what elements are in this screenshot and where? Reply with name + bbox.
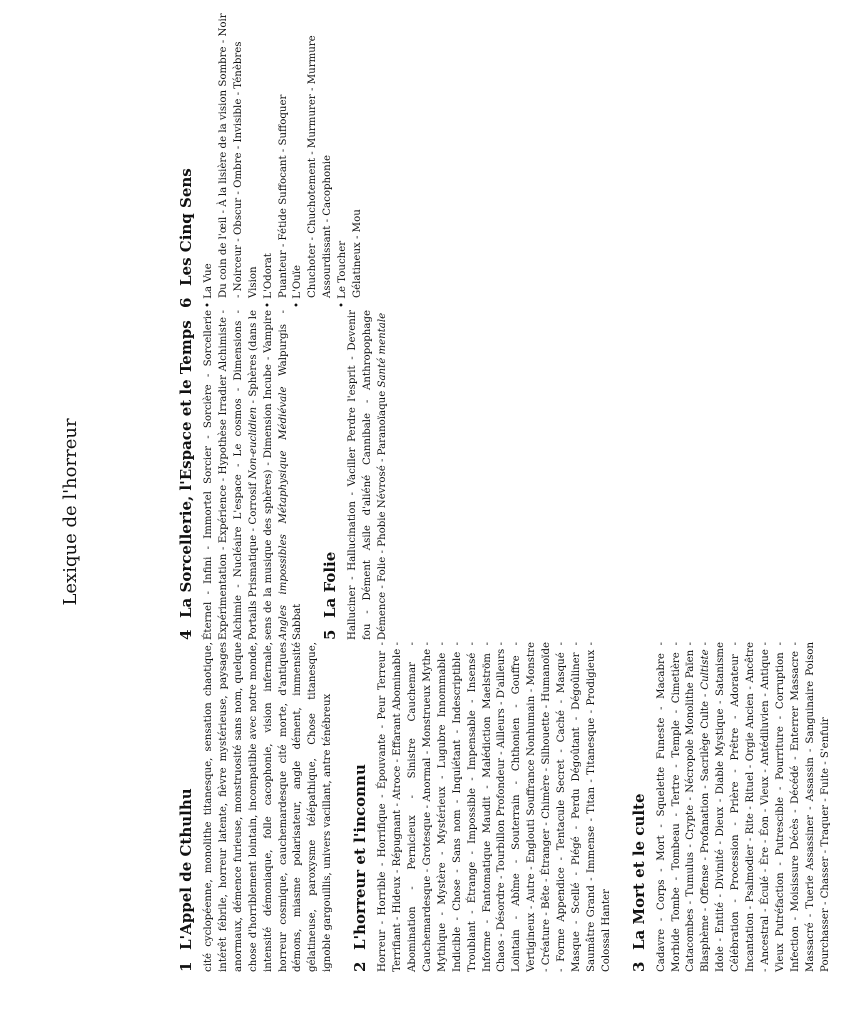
text-run: Éternel - Infini - Immortel Sorcier - Sorcière - Sorcellerie Expérimentation - Expérience - Hypothèse Irradier Alchimiste - Alchimie - Nucléaire L'espace - Le cosmos - Dimensions - Portails Prismatique - Corrosif	[203, 310, 259, 640]
section-4-heading	[176, 310, 196, 640]
section-number: 6	[177, 297, 195, 308]
section-6-heading	[176, 8, 196, 308]
list-item	[291, 8, 336, 308]
section-number: 5	[321, 629, 340, 640]
document-title: Lexique de l'horreur	[60, 418, 81, 606]
section-3-heading	[629, 642, 649, 972]
column-2	[168, 310, 405, 640]
column-1	[168, 642, 848, 972]
section-title: La Sorcellerie, l'Espace et le Temps	[177, 320, 195, 618]
text-run-italic: Santé mentale	[377, 312, 389, 388]
text-run: - Sphères (dans le sens de la musique des sphères) - Dimension Incube - Vampire	[247, 310, 274, 640]
sense-name: • La Vue	[202, 8, 217, 308]
text-run: Walpurgis - Sabbat	[277, 310, 304, 640]
section-number: 4	[177, 629, 195, 640]
text-run-italic: Non-euclidien	[247, 406, 259, 480]
list-item	[336, 8, 366, 308]
sense-words: Chuchoter - Chuchotement - Murmurer - Murmure Assourdissant - Cacophonie	[307, 35, 334, 298]
section-number: 3	[629, 961, 648, 972]
text-run: - Idole - Entité - Divinité - Dieux - Diable Mystique - Satanisme Célébration - Procession - Prière - Prêtre - Adorateur - Incantation - Psalmodier - Rite - Rituel - Orgie Ancien - Ancêtre - Ancestral - Éculé - Ère - Éon - Vieux - Antédiluvien - Antique - Vieux Putréfaction - Putrescible - Pourriture - Corruption - Infection - Moisissure Décès - Décédé - Enterrer Massacre - Massacré - Tuerie Assassiner - Assassin - Sanguinaire Poison Pourchasser - Chasser - Traquer - Fuite - S'enfuir	[700, 642, 831, 972]
list-item	[262, 8, 292, 308]
list-item	[202, 8, 262, 308]
section-title: L'Appel de Cthulhu	[177, 788, 195, 950]
section-3-text	[655, 642, 834, 972]
text-run: Cadavre - Corps - Mort - Squelette Funeste - Macabre - Morbide Tombe - Tombeau - Tertre - Temple - Cimetière - Catacombes - Tumulus - Crypte - Nécropole Monolithe Païen - Blasphème - Offense - Profanation - Sacrilège Culte -	[655, 642, 712, 972]
section-number: 1	[177, 961, 195, 972]
text-run-italic: Cultiste	[700, 649, 712, 690]
section-title: La Folie	[321, 551, 340, 618]
section-title: Les Cinq Sens	[177, 168, 195, 286]
section-1-text: cité cyclopéenne, monolithe titanesque, sensation chaotique, intérêt fébrile, horreur latente, fièvre mystérieuse, paysages anormaux, démence furieuse, monstruosité sans nom, quelque chose d'horriblement lointain, incompatible avec notre monde, intensité démoniaque, folle cacophonie, vision infernale, horreur cosmique, cauchemardesque cité morte, d'antiques démons, miasme polarisateur, angle dément, immensité gélatineuse, paroxysme télépathique, Chose titanesque, ignoble gargouillis, univers vacillant, antre ténébreux	[203, 642, 334, 972]
column-3	[168, 8, 366, 308]
sense-words: Gélatineux - Mou	[352, 209, 364, 298]
section-2-heading	[350, 642, 370, 972]
text-run: Halluciner - Hallucination - Vaciller Perdre l'esprit - Devenir fou - Dément Asile d'aliéné Cannibale - Anthropophage Démence - Folie - Phobie Névrosé - Paranoïaque	[347, 310, 389, 640]
text-run-italic: Angles impossibles Métaphysique Médiévale	[277, 386, 289, 640]
sense-name: • L'Ouïe	[291, 8, 306, 308]
section-title: L'horreur et l'inconnu	[351, 764, 370, 950]
section-title: La Mort et le culte	[629, 793, 648, 950]
sense-words: Puanteur - Fétide Suffocant - Suffoquer	[277, 94, 289, 298]
section-1-heading	[176, 642, 196, 972]
section-5-heading	[320, 310, 340, 640]
section-5-text	[346, 310, 391, 640]
section-4-text	[202, 310, 306, 640]
section-2-text: Horreur - Horrible - Horrifique - Épouvante - Peur Terreur - Terrifiant - Hideux - Répugnant - Atroce - Effarant Abominable - Abomination - Pernicieux - Sinistre Cauchemar - Cauchemardesque - Grotesque - Anormal - Monstrueux Mythe - Mythique - Mystère - Mystérieux - Lugubre Innommable - Indicible - Chose - Sans nom - Inquiétant - Indescriptible - Troublant - Étrange - Impossible - Impensable - Insensé - Informe - Fantomatique Maudit - Malédiction Maelström - Chaos - Désordre - Tourbillon Profondeur - Ailleurs - D'ailleurs - Lointain - Abîme - Souterrain - Chthonien - Gouffre - Vertigineux - Autre - Englouti Souffrance Nonhumain - Monstre - Créature - Bête - Étranger - Chimère - Silhouette - Humanoïde - Forme Appendice - Tentacule Secret - Caché - Masqué - Masque - Scellé - Piégé - Perdu Dégoûtant - Dégoûliner - Saumâtre Grand - Immense - Titan - Titanesque - Prodigieux - Colossal Hanter	[377, 642, 612, 972]
sense-name: • Le Toucher	[336, 8, 351, 308]
sense-words: Du coin de l'œil - À la lisière de la vision Sombre - Noir - Noirceur - Obscur - Ombre - Invisible - Ténèbres Vision	[217, 13, 259, 298]
sense-name: • L'Odorat	[262, 8, 277, 308]
section-number: 2	[351, 961, 370, 972]
senses-list	[202, 8, 366, 308]
